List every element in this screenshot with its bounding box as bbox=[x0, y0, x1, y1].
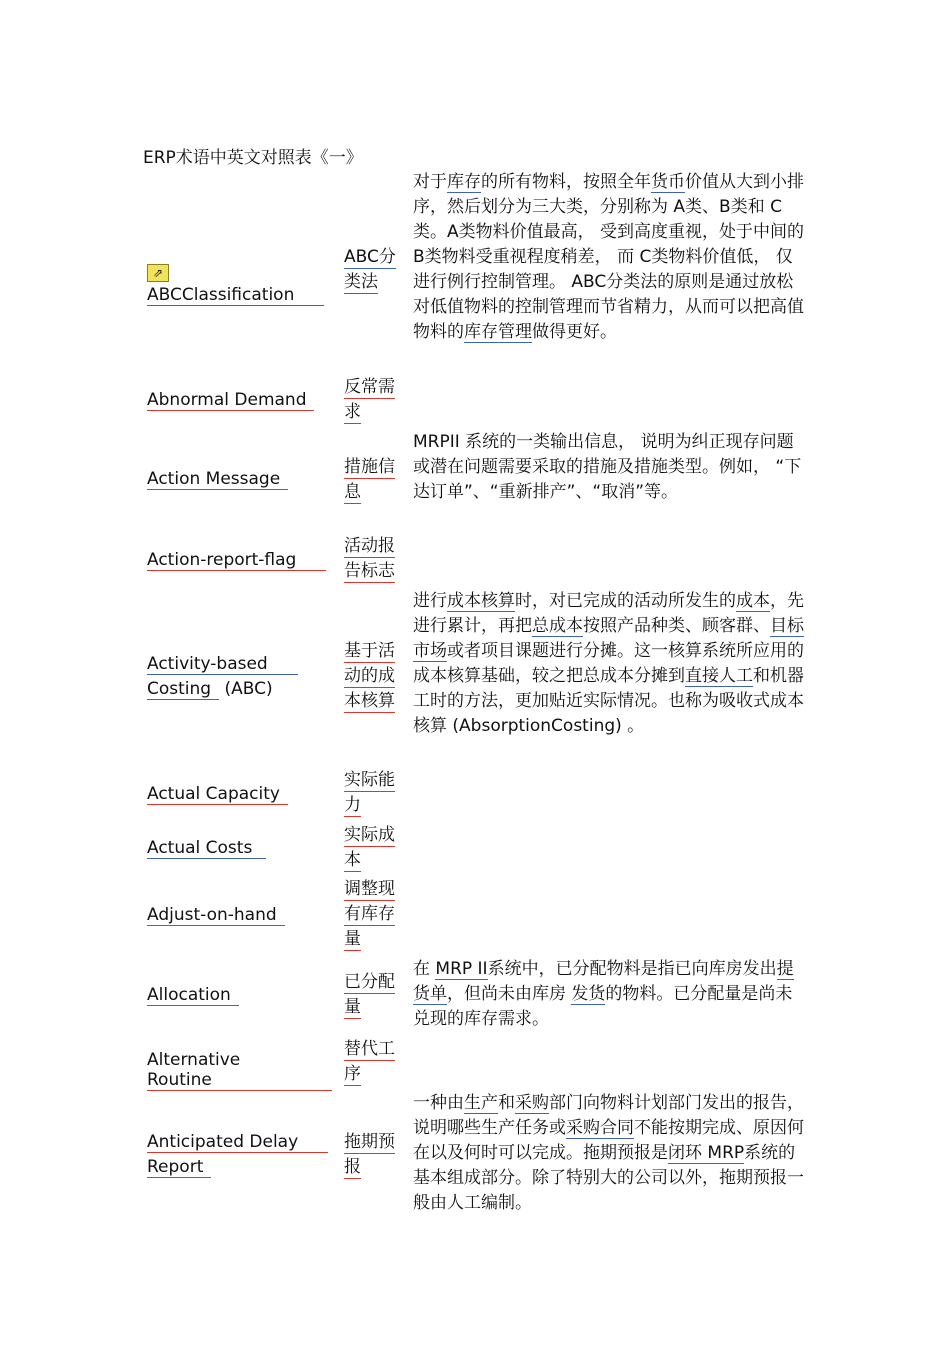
term-chinese[interactable]: 实际成 本 bbox=[344, 825, 395, 870]
term-english[interactable]: Action Message bbox=[147, 467, 332, 492]
term-chinese[interactable]: 基于活 动的成 本核算 bbox=[344, 641, 395, 711]
term-english[interactable]: Activity-based Costing (ABC) bbox=[147, 652, 332, 702]
inline-link[interactable]: 货币 bbox=[651, 172, 685, 192]
term-chinese[interactable]: 活动报 告标志 bbox=[344, 536, 395, 581]
term-description: MRPII 系统的一类输出信息， 说明为纠正现存问题或潜在问题需要采取的措施及措施类型。例如， “下达订单”、“重新排产”、“取消”等。 bbox=[413, 432, 802, 502]
term-chinese[interactable]: 实际能 力 bbox=[344, 770, 395, 815]
term-chinese[interactable]: 拖期预 报 bbox=[344, 1132, 395, 1177]
inline-link[interactable]: 库存管理 bbox=[464, 322, 532, 342]
page-title: ERP术语中英文对照表《一》 bbox=[143, 148, 363, 168]
term-english[interactable]: Adjust-on-hand bbox=[147, 903, 332, 928]
term-english[interactable]: Allocation bbox=[147, 983, 332, 1008]
term-english bbox=[147, 258, 332, 308]
term-english[interactable]: Action-report-flag bbox=[147, 548, 332, 573]
inline-link[interactable]: 库存 bbox=[447, 172, 481, 192]
term-chinese[interactable]: 调整现 有库存 量 bbox=[344, 879, 395, 949]
link-icon[interactable]: ⇗ bbox=[147, 264, 169, 282]
term-english[interactable]: Actual Capacity bbox=[147, 782, 332, 807]
term-english[interactable]: Abnormal Demand bbox=[147, 388, 332, 413]
term-chinese[interactable]: 反常需 求 bbox=[344, 377, 395, 422]
term-english[interactable]: Anticipated Delay Report bbox=[147, 1130, 332, 1180]
term-chinese[interactable]: 替代工 序 bbox=[344, 1039, 395, 1084]
term-chinese[interactable]: 已分配 量 bbox=[344, 972, 395, 1017]
term-description: 对于库存的所有物料，按照全年货币价值从大到小排序，然后划分为三大类，分别称为 A类、B类和 C类。A类物料价值最高， 受到高度重视，处于中间的 B类物料受重视程度稍差， 而 C类物料价值低， 仅进行例行控制管理。 ABC分类法的原则是通过放松对低值物料的控制管理而节省精力，从而可以把高值物料的库存管理做得更好。 bbox=[413, 172, 805, 342]
term-chinese[interactable]: 措施信 息 bbox=[344, 457, 395, 502]
term-link[interactable]: ABCClassification bbox=[147, 285, 324, 306]
term-english[interactable]: Actual Costs bbox=[147, 836, 332, 861]
term-description: 在 MRP II系统中，已分配物料是指已向库房发出提货单，但尚未由库房 发货的物料。已分配量是尚未兑现的库存需求。 bbox=[413, 959, 794, 1029]
term-description: 进行成本核算时，对已完成的活动所发生的成本，先进行累计，再把总成本按照产品种类、顾客群、目标市场或者项目课题进行分摊。这一核算系统所应用的成本核算基础，较之把总成本分摊到直接人工和机器工时的方法，更加贴近实际情况。也称为吸收式成本核算 (AbsorptionCosting) 。 bbox=[413, 591, 804, 736]
term-chinese[interactable]: ABC分 类法 bbox=[344, 247, 396, 292]
term-description: 一种由生产和采购部门向物料计划部门发出的报告，说明哪些生产任务或采购合同不能按期完成、原因何在以及何时可以完成。拖期预报是闭环 MRP系统的基本组成部分。除了特别大的公司以外，拖期预报一般由人工编制。 bbox=[413, 1093, 804, 1213]
term-english[interactable]: Alternative Routine bbox=[147, 1050, 332, 1093]
